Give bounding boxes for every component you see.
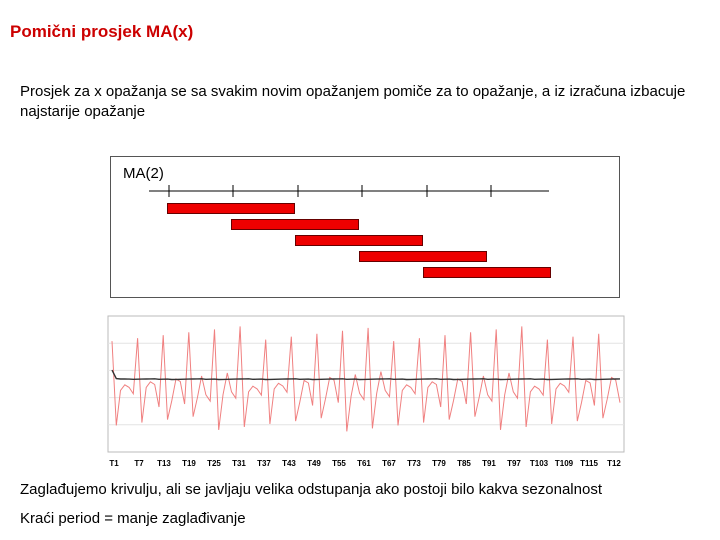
- x-tick-label: T79: [432, 459, 446, 468]
- caption-shorter-period: Kraći period = manje zaglađivanje: [20, 510, 246, 527]
- x-tick-label: T91: [482, 459, 496, 468]
- ma-window-bar: [359, 251, 487, 262]
- intro-text: Prosjek za x opažanja se sa svakim novim opažanjem pomiče za to opažanje, a iz izračuna izbacuje najstarije opažanje: [20, 83, 686, 120]
- x-tick-label: T43: [282, 459, 296, 468]
- ma-window-bar: [295, 235, 423, 246]
- x-tick-label: T55: [332, 459, 346, 468]
- x-tick-label: T109: [554, 459, 574, 468]
- x-tick-label: T115: [580, 459, 598, 468]
- x-tick-label: T73: [407, 459, 421, 468]
- moving-average-diagram: [110, 156, 620, 298]
- x-tick-label: T12: [607, 459, 621, 468]
- ma-window-bar: [423, 267, 551, 278]
- x-tick-label: T7: [134, 459, 144, 468]
- x-tick-label: T103: [529, 459, 549, 468]
- slide-title: Pomični prosjek MA(x): [10, 22, 194, 41]
- ma-window-bar: [231, 219, 359, 230]
- caption-seasonality: Zaglađujemo krivulju, ali se javljaju velika odstupanja ako postoji bilo kakva sezonalnost: [20, 481, 602, 498]
- x-tick-label: T97: [507, 459, 521, 468]
- x-tick-label: T19: [182, 459, 196, 468]
- smoothing-chart: [100, 312, 630, 472]
- x-tick-label: T31: [232, 459, 246, 468]
- smoothing-chart-svg: [100, 312, 630, 472]
- x-tick-label: T25: [207, 459, 221, 468]
- x-tick-label: T37: [257, 459, 271, 468]
- x-tick-label: T49: [307, 459, 321, 468]
- x-tick-label: T85: [457, 459, 471, 468]
- ma-label: MA(2): [123, 165, 164, 182]
- x-tick-label: T1: [109, 459, 119, 468]
- x-tick-label: T67: [382, 459, 396, 468]
- ma-window-bar: [167, 203, 295, 214]
- x-tick-label: T61: [357, 459, 371, 468]
- x-tick-label: T13: [157, 459, 171, 468]
